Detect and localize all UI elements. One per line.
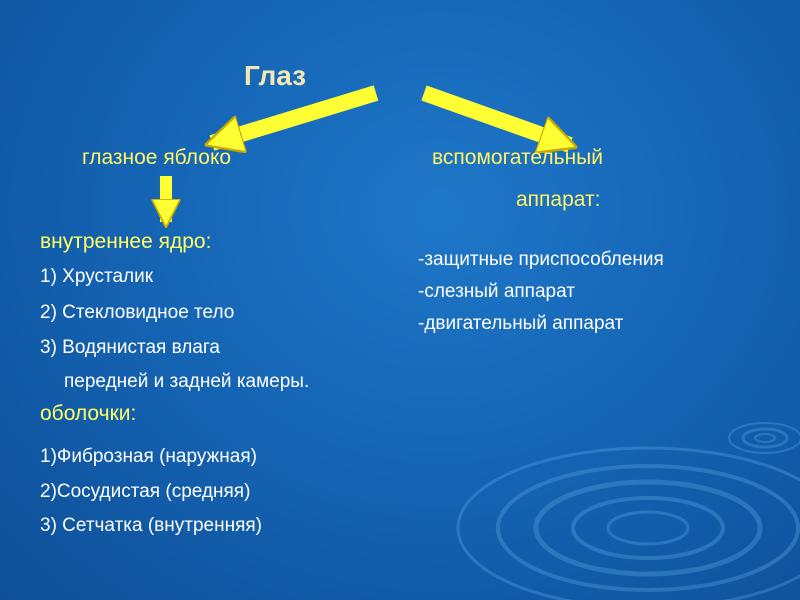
core-item-continuation: передней и задней камеры. bbox=[64, 371, 310, 392]
core-item: 3) Водянистая влага bbox=[40, 337, 220, 358]
branch-auxiliary-line1: вспомогательный bbox=[432, 146, 603, 169]
core-item: 1) Хрусталик bbox=[40, 266, 154, 287]
arrow-to-eyeball bbox=[212, 93, 376, 143]
shell-item: 1)Фиброзная (наружная) bbox=[40, 446, 257, 467]
shell-heading: оболочки: bbox=[40, 402, 137, 425]
auxiliary-item: -защитные приспособления bbox=[418, 249, 664, 270]
shell-item: 3) Сетчатка (внутренняя) bbox=[40, 515, 262, 536]
auxiliary-item: -двигательный аппарат bbox=[418, 313, 624, 334]
slide-title: Глаз bbox=[244, 60, 307, 91]
shell-item: 2)Сосудистая (средняя) bbox=[40, 481, 251, 502]
branch-eyeball: глазное яблоко bbox=[82, 146, 232, 169]
auxiliary-item: -слезный аппарат bbox=[418, 281, 575, 302]
branch-auxiliary-line2: аппарат: bbox=[516, 188, 601, 211]
arrow-to-auxiliary bbox=[424, 93, 570, 145]
core-item: 2) Стекловидное тело bbox=[40, 302, 235, 323]
core-heading: внутреннее ядро: bbox=[40, 230, 212, 253]
